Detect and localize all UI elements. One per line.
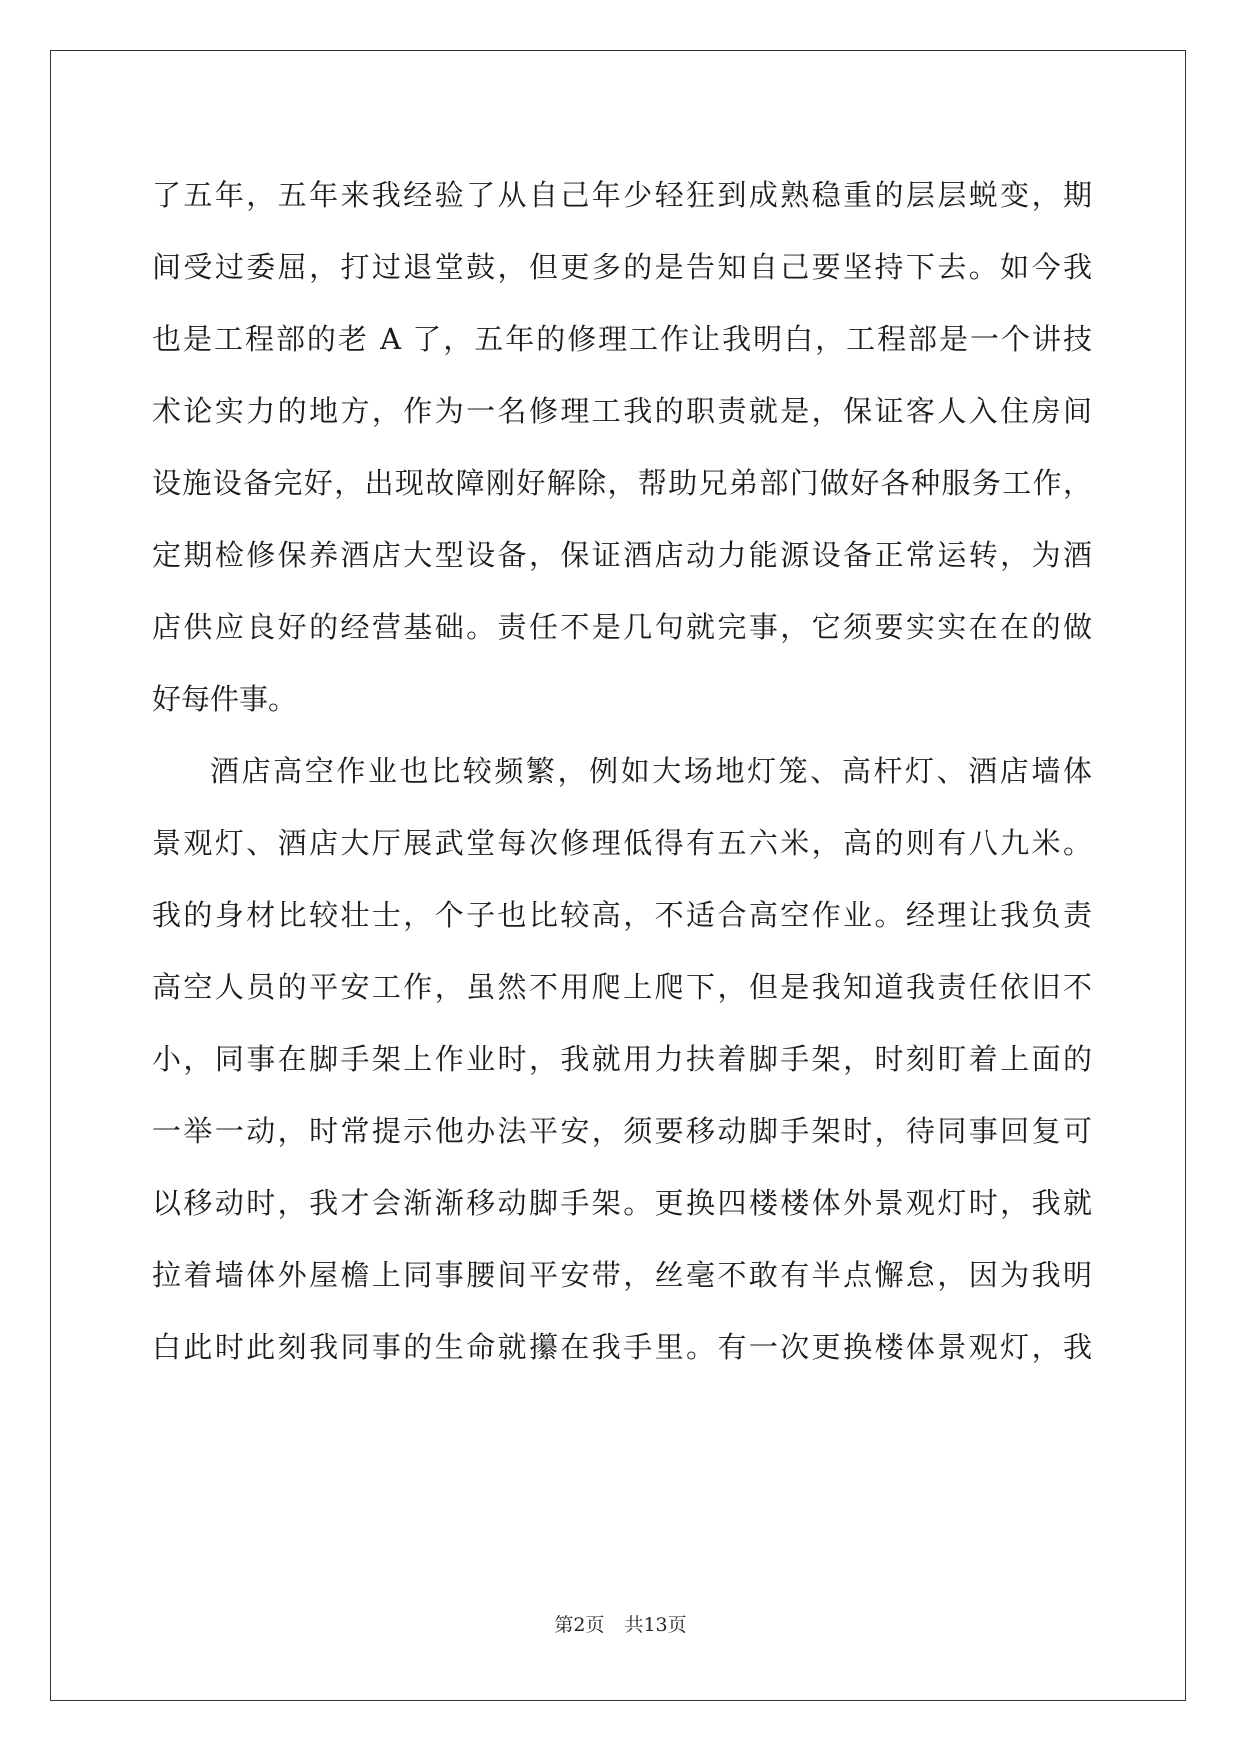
text-line: 拉着墙体外屋檐上同事腰间平安带，丝毫不敢有半点懈怠，因为我明 (152, 1258, 1092, 1292)
text-line: 也是工程部的老 A 了，五年的修理工作让我明白，工程部是一个讲技 (152, 322, 1092, 356)
text-line: 间受过委屈，打过退堂鼓，但更多的是告知自己要坚持下去。如今我 (152, 250, 1092, 284)
text-line: 高空人员的平安工作，虽然不用爬上爬下，但是我知道我责任依旧不 (152, 970, 1092, 1004)
text-line: 小，同事在脚手架上作业时，我就用力扶着脚手架，时刻盯着上面的 (152, 1042, 1092, 1076)
text-line: 定期检修保养酒店大型设备，保证酒店动力能源设备正常运转，为酒 (152, 538, 1092, 572)
text-line: 以移动时，我才会渐渐移动脚手架。更换四楼楼体外景观灯时，我就 (152, 1186, 1092, 1220)
text-line: 好每件事。 (152, 682, 298, 716)
text-line: 了五年，五年来我经验了从自己年少轻狂到成熟稳重的层层蜕变，期 (152, 178, 1092, 212)
text-line: 白此时此刻我同事的生命就攥在我手里。有一次更换楼体景观灯，我 (152, 1330, 1092, 1364)
text-line: 我的身材比较壮士，个子也比较高，不适合高空作业。经理让我负责 (152, 898, 1092, 932)
text-line: 景观灯、酒店大厅展武堂每次修理低得有五六米，高的则有八九米。 (152, 826, 1092, 860)
text-line: 术论实力的地方，作为一名修理工我的职责就是，保证客人入住房间 (152, 394, 1092, 428)
page-number: 第2页 (554, 1614, 605, 1636)
text-line: 一举一动，时常提示他办法平安，须要移动脚手架时，待同事回复可 (152, 1114, 1092, 1148)
text-line: 酒店高空作业也比较频繁，例如大场地灯笼、高杆灯、酒店墙体 (210, 754, 1092, 788)
text-line: 店供应良好的经营基础。责任不是几句就完事，它须要实实在在的做 (152, 610, 1092, 644)
page-total: 共13页 (624, 1614, 687, 1636)
text-line: 设施设备完好，出现故障刚好解除，帮助兄弟部门做好各种服务工作， (152, 466, 1092, 500)
document-body (152, 159, 1092, 1383)
page-footer (0, 1610, 1241, 1637)
